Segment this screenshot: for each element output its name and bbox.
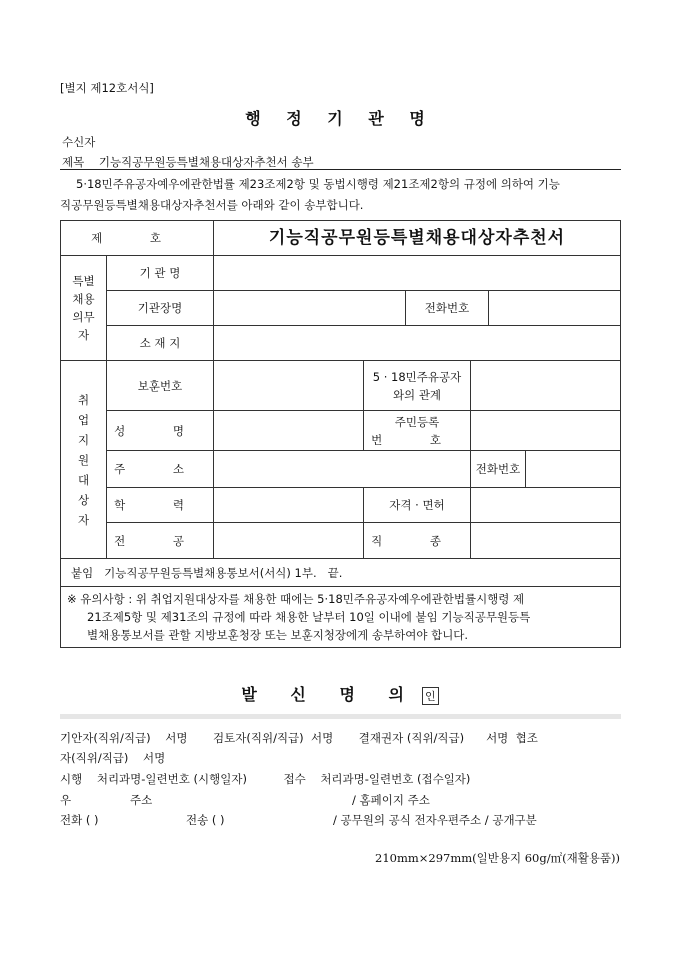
homepage-label: / 홈페이지 주소 [352, 793, 430, 807]
recommendation-form-table [60, 220, 621, 648]
sender-line [0, 682, 680, 705]
location-field[interactable] [214, 326, 621, 361]
sender-divider [60, 714, 621, 719]
target-phone-label: 전화번호 [471, 451, 526, 488]
license-field[interactable] [471, 488, 621, 523]
phone-footer-label: 전화 ( ) [60, 813, 99, 827]
education-field[interactable] [214, 488, 364, 523]
subject-line [62, 154, 314, 170]
email-disclosure-label: / 공무원의 공식 전자우편주소 / 공개구분 [333, 813, 537, 827]
license-label: 자격 · 면허 [364, 488, 471, 523]
attachment-note: 붙임 기능직공무원등특별채용통보서(서식) 1부. 끝. [61, 559, 621, 587]
name-field[interactable] [214, 411, 364, 451]
target-group-label: 취 업 지 원 대 상 자 [61, 361, 107, 559]
agency-name: 행 정 기 관 명 [245, 109, 435, 128]
org-phone-field[interactable] [489, 291, 621, 326]
major-label: 전 공 [107, 523, 214, 559]
seal-mark: 인 [422, 687, 439, 705]
document-title: 기능직공무원등특별채용대상자추천서 [214, 221, 621, 256]
org-phone-label: 전화번호 [406, 291, 489, 326]
fax-label: 전송 ( ) [186, 813, 225, 827]
notice: ※ 유의사항 : 위 취업지원대상자를 채용한 때에는 5·18민주유공자예우에관한법률시행령 제 21조제5항 및 제31조의 규정에 따라 채용한 날부터 10일 이내에 붙임 기능직공무원등특 별채용통보서를 관할 지방보훈청장 또는 보훈지청장에게 송부하여야 합니다. [61, 587, 621, 648]
major-field[interactable] [214, 523, 364, 559]
rrn-label: 주민등록 번 호 [364, 411, 471, 451]
veteran-no-label: 보훈번호 [107, 361, 214, 411]
relation-field[interactable] [471, 361, 621, 411]
subject-divider [60, 169, 621, 170]
relation-label: 5 · 18민주유공자 와의 관계 [364, 361, 471, 411]
obligor-group-label: 특별 채용 의무 자 [61, 256, 107, 361]
subject-label: 제목 [62, 155, 85, 169]
footer-line-3: 시행 처리과명-일련번호 (시행일자) 접수 처리과명-일련번호 (접수일자) [60, 772, 471, 786]
footer-line-1: 기안자(직위/직급) 서명 검토자(직위/직급) 서명 결재권자 (직위/직급) 서명 협조 [60, 731, 538, 745]
location-label: 소 재 지 [107, 326, 214, 361]
recipient-label: 수신자 [62, 135, 96, 149]
address-label: 주 소 [107, 451, 214, 488]
rrn-field[interactable] [471, 411, 621, 451]
paper-spec: 210mm×297mm(일반용지 60g/㎡(재활용품)) [375, 851, 620, 865]
subject-text: 기능직공무원등특별채용대상자추천서 송부 [98, 155, 314, 169]
footer-line-2: 자(직위/직급) 서명 [60, 751, 166, 765]
address-field[interactable] [214, 451, 471, 488]
number-label: 제 호 [61, 221, 214, 256]
address-footer-label: 주소 [130, 793, 153, 807]
postal-label: 우 [60, 793, 72, 807]
name-label: 성 명 [107, 411, 214, 451]
sender-name: 발 신 명 의 [241, 685, 418, 704]
target-phone-field[interactable] [526, 451, 621, 488]
intro-line-1: 5·18민주유공자예우에관한법률 제23조제2항 및 동법시행령 제21조제2항의 규정에 의하여 기능 [76, 177, 560, 191]
job-type-field[interactable] [471, 523, 621, 559]
org-name-label: 기 관 명 [107, 256, 214, 291]
head-name-field[interactable] [214, 291, 406, 326]
education-label: 학 력 [107, 488, 214, 523]
org-name-field[interactable] [214, 256, 621, 291]
head-name-label: 기관장명 [107, 291, 214, 326]
job-type-label: 직 종 [364, 523, 471, 559]
intro-line-2: 직공무원등특별채용대상자추천서를 아래와 같이 송부합니다. [60, 198, 364, 212]
veteran-no-field[interactable] [214, 361, 364, 411]
form-id: [별지 제12호서식] [60, 81, 154, 95]
